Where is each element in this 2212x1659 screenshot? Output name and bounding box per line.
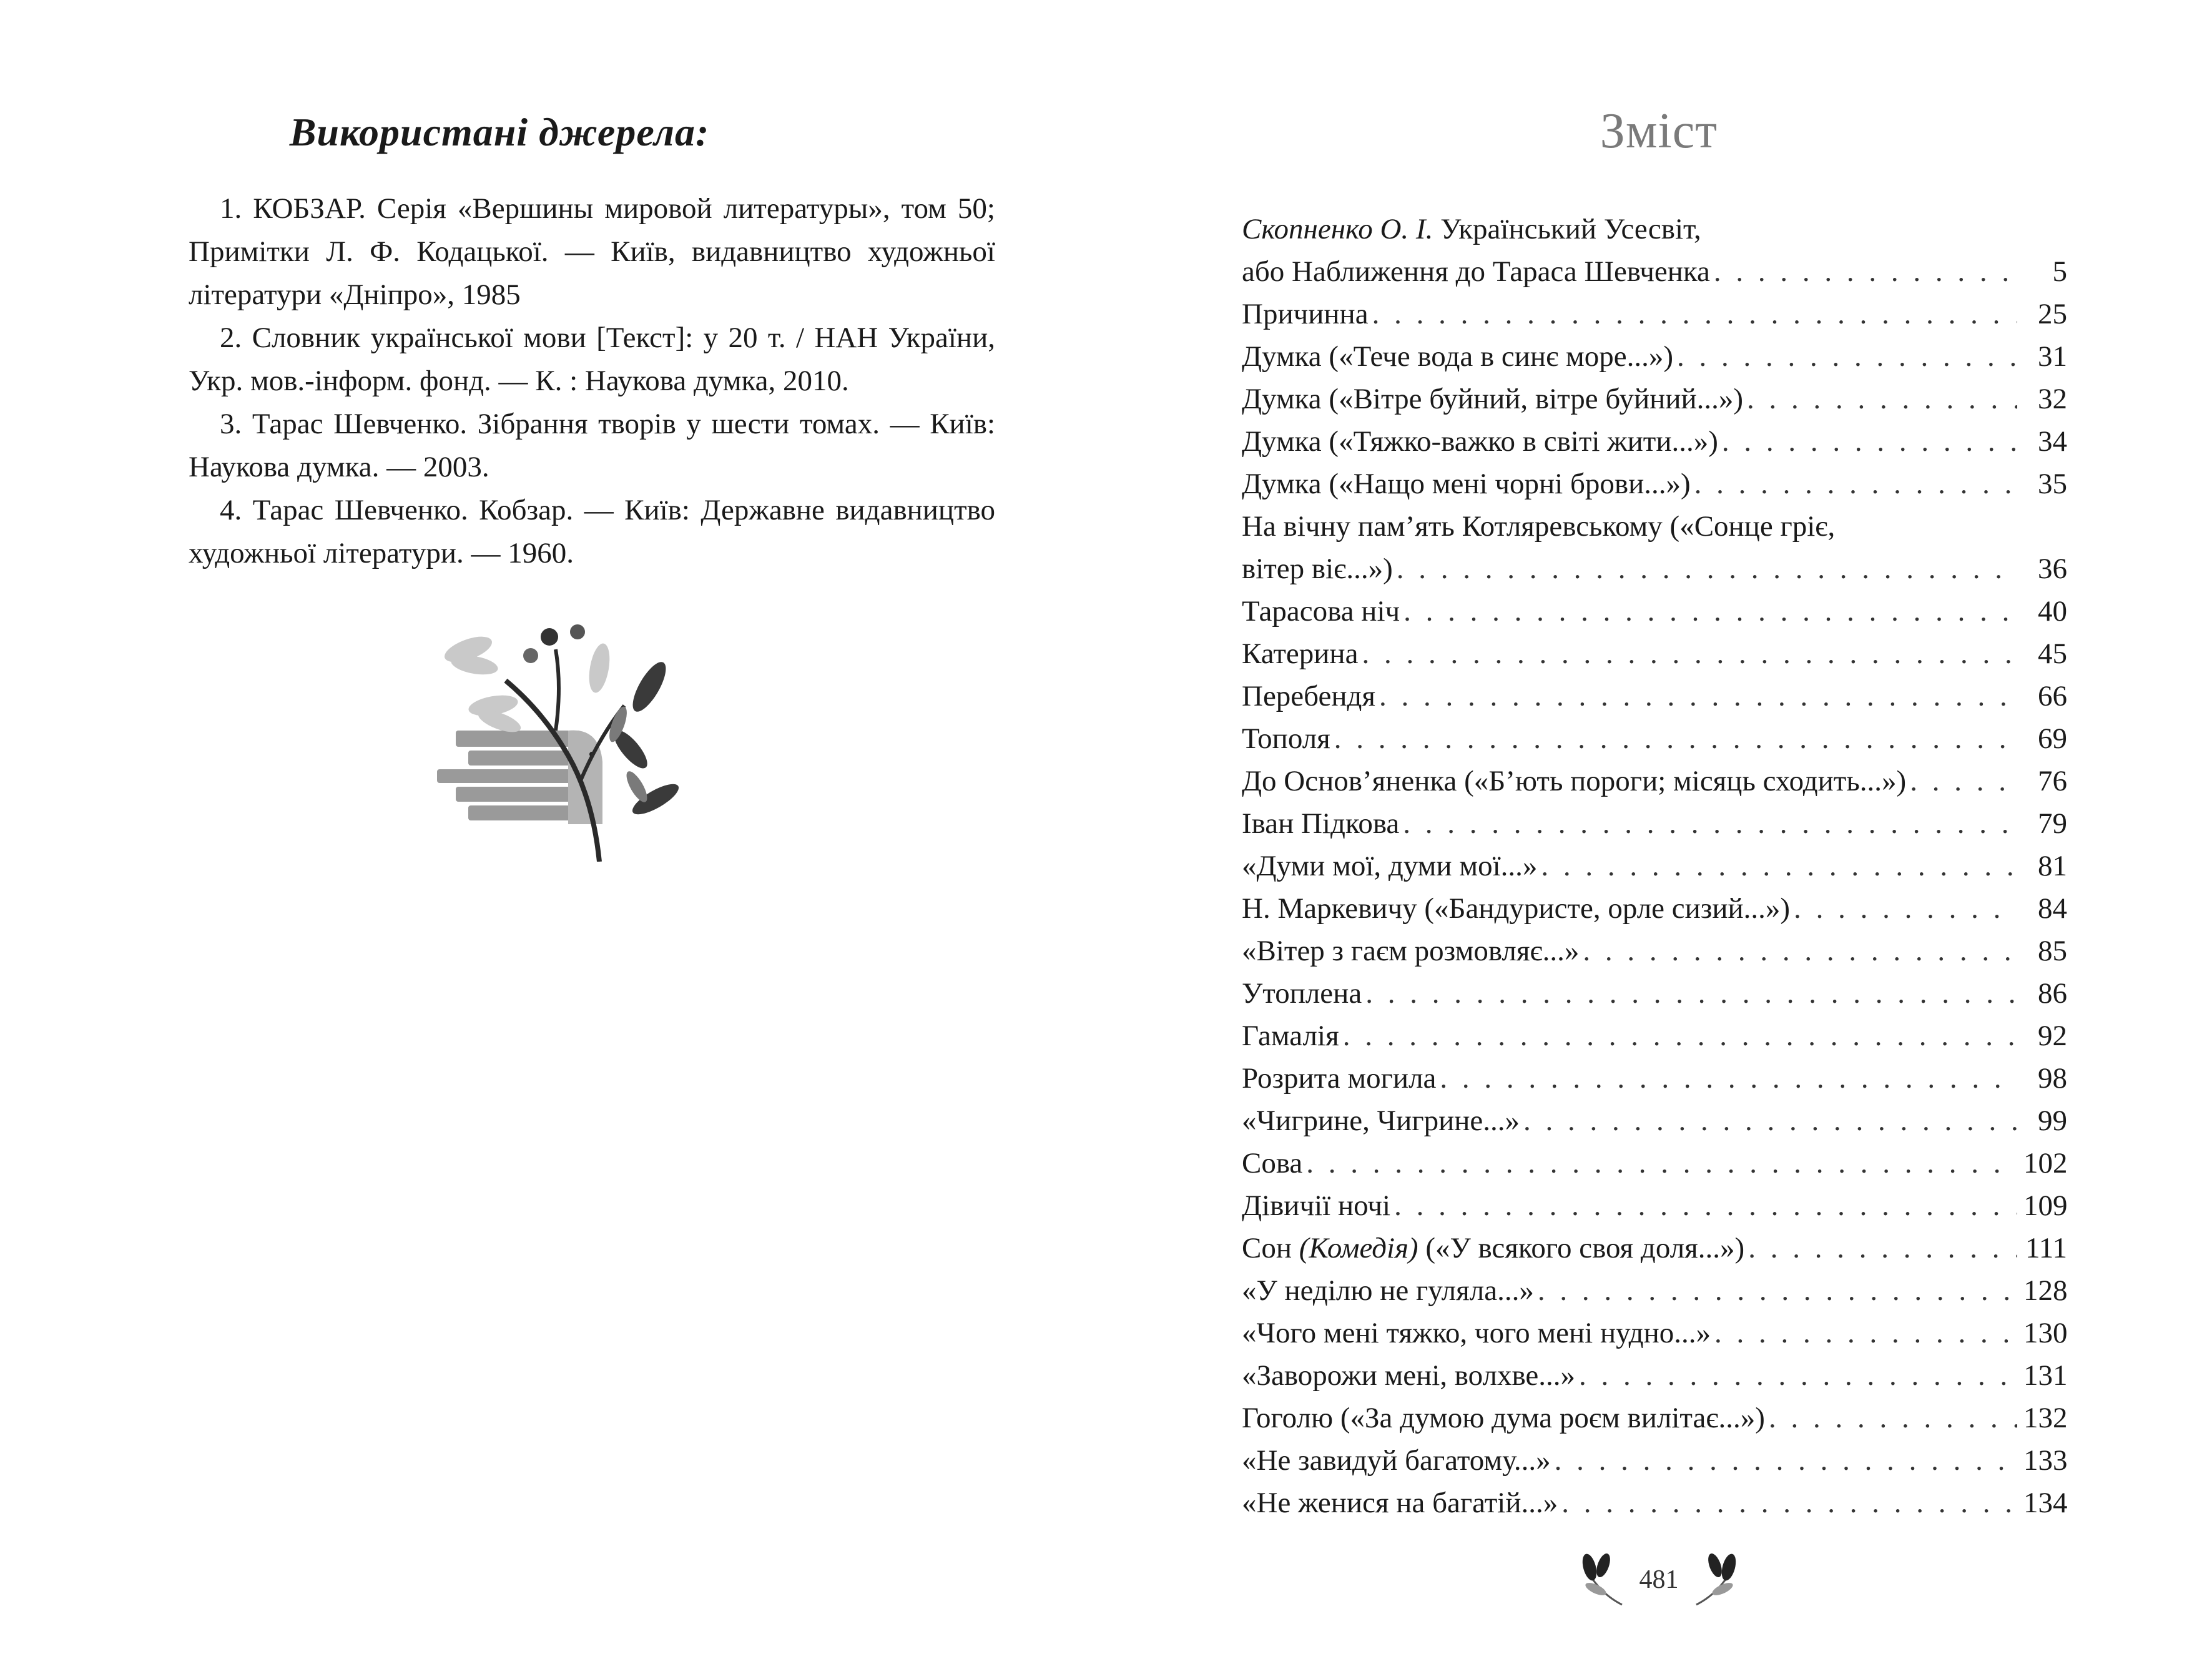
toc-title: «Вітер з гаєм розмовляє...» <box>1242 935 1580 967</box>
toc-title: Думка («Вітре буйний, вітре буйний...») <box>1242 383 1744 415</box>
toc-leader-dots <box>1538 1269 2017 1312</box>
toc-leader-dots <box>1379 675 2017 717</box>
toc-title: Утоплена <box>1242 977 1362 1010</box>
toc-page-number: 40 <box>2038 595 2067 628</box>
toc-entry[interactable] <box>1242 802 2067 845</box>
toc-title: «Заворожи мені, волхве...» <box>1242 1359 1576 1392</box>
toc-title: «У неділю не гуляла...» <box>1242 1274 1534 1307</box>
toc-title: Розрита могила <box>1242 1062 1437 1095</box>
toc-leader-dots <box>1403 802 2017 845</box>
toc-line1-text: Український Усесвіт, <box>1433 213 1701 245</box>
toc-leader-dots <box>1555 1439 2017 1482</box>
toc-leader-dots <box>1372 293 2017 335</box>
source-item: 2. Словник української мови [Текст]: у 20 т. / НАН України, Укр. мов.-інформ. фонд. — К. : Наукова думка, 2010. <box>189 322 995 397</box>
toc-title: «Чигрине, Чигрине...» <box>1242 1105 1520 1137</box>
toc-title: Сова <box>1242 1147 1303 1179</box>
toc-leader-dots <box>1677 335 2017 378</box>
toc-page-number: 131 <box>2023 1359 2068 1392</box>
toc-leader-dots <box>1365 972 2017 1015</box>
toc-page-number: 36 <box>2038 553 2067 585</box>
toc-page-number: 85 <box>2038 935 2067 967</box>
source-item: 3. Тарас Шевченко. Зібрання творів у шести томах. — Київ: Наукова думка. — 2003. <box>189 408 995 483</box>
toc-leader-dots <box>1362 633 2017 675</box>
toc-leader-dots <box>1579 1354 2017 1397</box>
toc-entry[interactable] <box>1242 760 2067 802</box>
sources-list <box>189 187 995 575</box>
toc-leader-dots <box>1561 1482 2017 1524</box>
toc-page-number: 132 <box>2023 1402 2068 1434</box>
leaf-sprig-right-icon <box>1690 1552 1740 1608</box>
toc-page-number: 92 <box>2038 1020 2067 1052</box>
toc-entry[interactable] <box>1242 293 2067 335</box>
toc-leader-dots <box>1397 548 2017 590</box>
toc-page-number: 32 <box>2038 383 2067 415</box>
source-item: 1. КОБЗАР. Серія «Вершины мировой литературы», том 50; Примітки Л. Ф. Кодацької. — Київ, видавництво художньої літератури «Дніпро», 1985 <box>189 192 995 311</box>
toc-entry[interactable] <box>1242 1482 2067 1524</box>
toc-leader-dots <box>1722 420 2017 463</box>
toc-title: До Основ’яненка («Б’ють пороги; місяць сходить...») <box>1242 765 1907 797</box>
toc-entry[interactable] <box>1242 1354 2067 1397</box>
toc-entry[interactable] <box>1242 845 2067 887</box>
toc-entry[interactable] <box>1242 633 2067 675</box>
toc-page-number: 35 <box>2038 468 2067 500</box>
toc-page-number: 45 <box>2038 638 2067 670</box>
toc-author: Скопненко О. І. <box>1242 213 1433 245</box>
toc-entry[interactable] <box>1242 1269 2067 1312</box>
toc-title: Думка («Нащо мені чорні брови...») <box>1242 468 1691 500</box>
toc-title: Думка («Тяжко-важко в світі жити...») <box>1242 425 1718 458</box>
toc-title: «Не завидуй багатому...» <box>1242 1444 1551 1477</box>
toc-entry[interactable] <box>1242 717 2067 760</box>
toc-title: Перебендя <box>1242 680 1376 712</box>
toc-page-number: 81 <box>2038 850 2067 882</box>
toc-leader-dots <box>1440 1057 2017 1100</box>
toc-page-number: 128 <box>2023 1274 2068 1307</box>
toc-entry[interactable] <box>1242 972 2067 1015</box>
toc-title: вітер віє...») <box>1242 553 1393 585</box>
toc-title: «Думи мої, думи мої...» <box>1242 850 1538 882</box>
toc-entry[interactable] <box>1242 1227 2067 1269</box>
toc-entry[interactable] <box>1242 420 2067 463</box>
toc-entry[interactable] <box>1242 1312 2067 1354</box>
toc-title: Дівичії ночі <box>1242 1189 1391 1222</box>
toc-entry[interactable] <box>1242 505 2067 590</box>
toc-page-number: 76 <box>2038 765 2067 797</box>
toc-entry[interactable] <box>1242 1057 2067 1100</box>
toc-title: «Чого мені тяжко, чого мені нудно...» <box>1242 1317 1711 1349</box>
sources-heading: Використані джерела: <box>289 110 710 154</box>
source-item: 4. Тарас Шевченко. Кобзар. — Київ: Державне видавництво художньої літератури. — 1960. <box>189 494 995 569</box>
toc-page-number: 102 <box>2023 1147 2068 1179</box>
toc-page-number: 84 <box>2038 892 2067 925</box>
toc-entry[interactable] <box>1242 1015 2067 1057</box>
toc-page-number: 69 <box>2038 722 2067 755</box>
toc-page-number: 133 <box>2023 1444 2068 1477</box>
toc-page-number: 130 <box>2023 1317 2068 1349</box>
toc-entry[interactable] <box>1242 887 2067 930</box>
toc-leader-dots <box>1714 250 2017 293</box>
toc-leader-dots <box>1583 930 2017 972</box>
toc-leader-dots <box>1334 717 2017 760</box>
toc-title: Думка («Тече вода в синє море...») <box>1242 340 1674 373</box>
toc-page-number: 25 <box>2038 298 2067 330</box>
toc-leader-dots <box>1394 1184 2017 1227</box>
toc-leader-dots <box>1694 463 2017 505</box>
toc-leader-dots <box>1747 378 2017 420</box>
toc-entry[interactable] <box>1242 590 2067 633</box>
toc-title: «Не женися на багатій...» <box>1242 1487 1558 1519</box>
toc-title: Сон (Комедія) («У всякого своя доля...») <box>1242 1232 1745 1264</box>
toc-page-number: 134 <box>2023 1487 2068 1519</box>
toc-leader-dots <box>1523 1100 2017 1142</box>
toc-entry[interactable] <box>1242 675 2067 717</box>
toc-title: Іван Підкова <box>1242 807 1400 840</box>
floral-bird-illustration-icon <box>431 612 693 862</box>
toc-leader-dots <box>1714 1312 2017 1354</box>
toc-entry[interactable] <box>1242 1439 2067 1482</box>
toc-entry[interactable] <box>1242 1142 2067 1184</box>
toc-page-number: 31 <box>2038 340 2067 373</box>
toc-line1-text: На вічну пам’ять Котляревському («Сонце гріє, <box>1242 510 1836 543</box>
toc-entry[interactable] <box>1242 208 2067 293</box>
toc-page-number: 98 <box>2038 1062 2067 1095</box>
toc-leader-dots <box>1748 1227 2017 1269</box>
toc-page-number: 99 <box>2038 1105 2067 1137</box>
toc-page-number: 34 <box>2038 425 2067 458</box>
toc-page-number: 79 <box>2038 807 2067 840</box>
toc-leader-dots <box>1541 845 2017 887</box>
toc-title: Причинна <box>1242 298 1369 330</box>
toc-entry[interactable] <box>1242 335 2067 378</box>
toc-page-number: 109 <box>2023 1189 2068 1222</box>
toc-heading: Зміст <box>1600 104 1718 159</box>
table-of-contents <box>1242 208 2067 1524</box>
toc-entry[interactable] <box>1242 1184 2067 1227</box>
toc-page-number: 111 <box>2025 1232 2067 1264</box>
page-number: 481 <box>1639 1565 1679 1594</box>
toc-title: Тарасова ніч <box>1242 595 1400 628</box>
toc-title: Катерина <box>1242 638 1359 670</box>
toc-entry[interactable] <box>1242 1397 2067 1439</box>
toc-leader-dots <box>1769 1397 2017 1439</box>
toc-leader-dots <box>1910 760 2017 802</box>
toc-leader-dots <box>1343 1015 2017 1057</box>
toc-title: Гоголю («За думою дума роєм вилітає...») <box>1242 1402 1765 1434</box>
toc-page-number: 66 <box>2038 680 2067 712</box>
leaf-sprig-left-icon <box>1578 1552 1628 1608</box>
toc-page-number: 86 <box>2038 977 2067 1010</box>
page-folio <box>1106 1552 2212 1608</box>
toc-entry[interactable] <box>1242 930 2067 972</box>
right-page <box>1106 0 2212 1659</box>
toc-title: або Наближення до Тараса Шевченка <box>1242 255 1710 288</box>
toc-title: Гамалія <box>1242 1020 1339 1052</box>
toc-page-number: 5 <box>2052 255 2067 288</box>
toc-leader-dots <box>1794 887 2017 930</box>
toc-leader-dots <box>1306 1142 2017 1184</box>
toc-title: Тополя <box>1242 722 1330 755</box>
toc-leader-dots <box>1403 590 2017 633</box>
toc-entry[interactable] <box>1242 378 2067 420</box>
toc-entry[interactable] <box>1242 463 2067 505</box>
toc-entry[interactable] <box>1242 1100 2067 1142</box>
toc-title: Н. Маркевичу («Бандуристе, орле сизий...») <box>1242 892 1791 925</box>
